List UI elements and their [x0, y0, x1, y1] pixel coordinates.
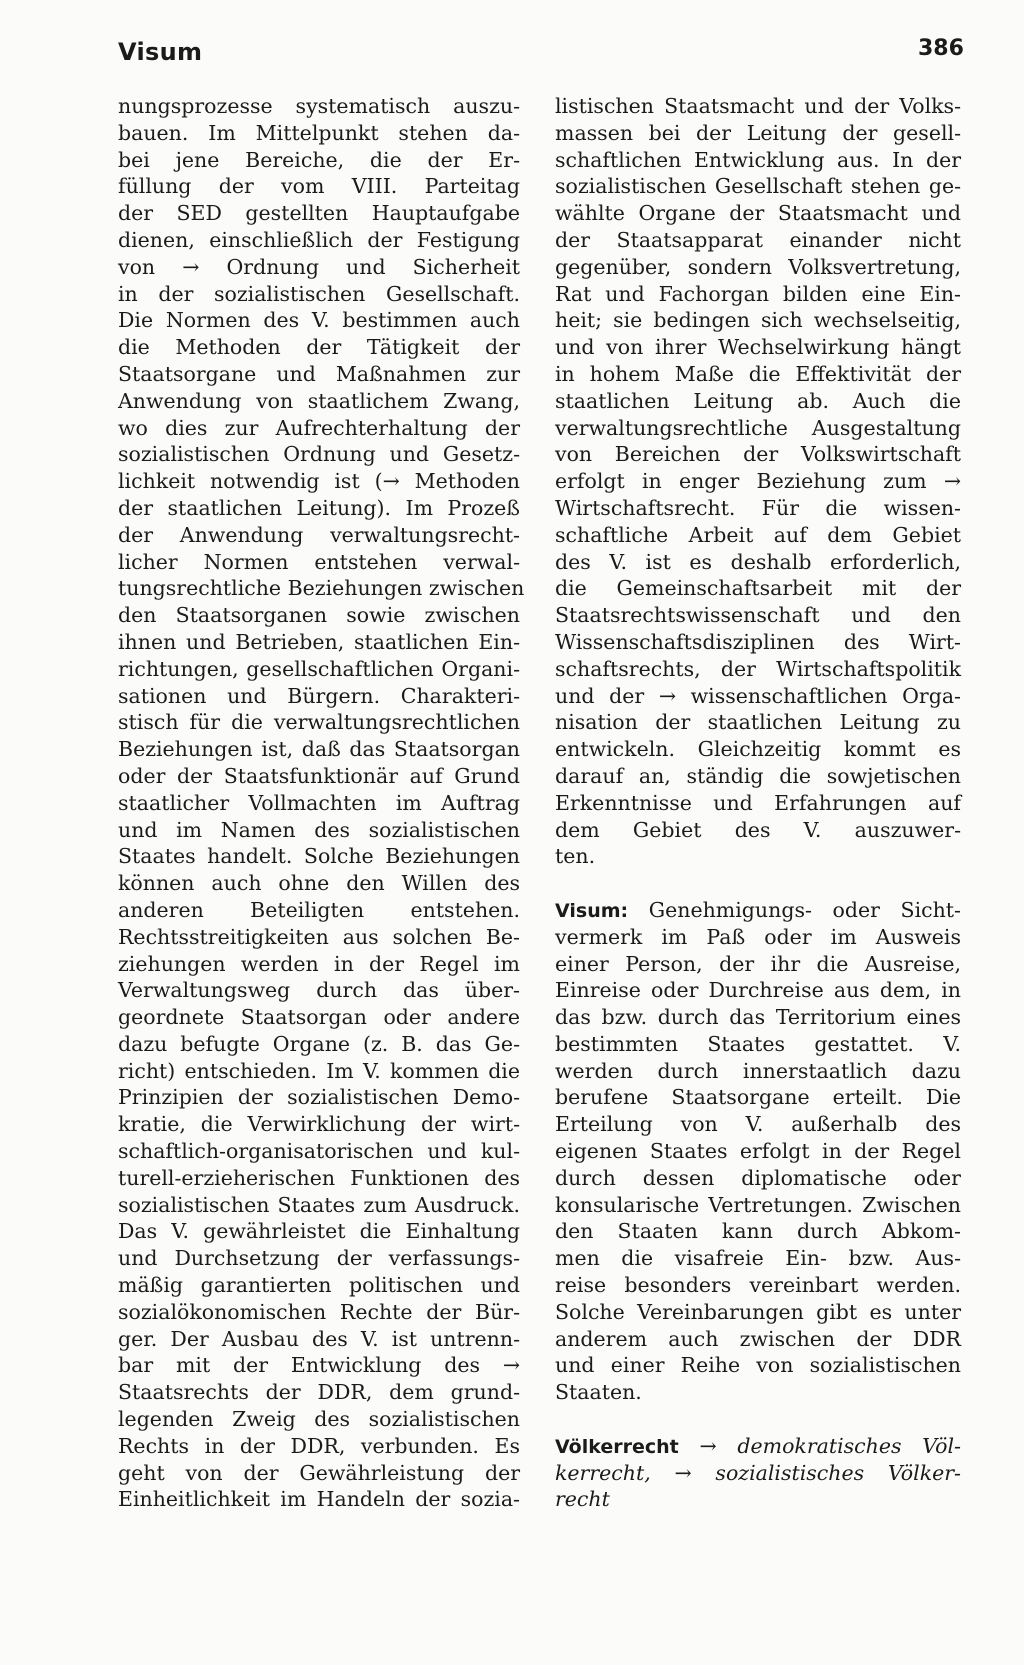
entry-voelkerrecht [555, 1433, 961, 1513]
entry-line: Visum: Genehmigungs- oder Sicht- [555, 897, 961, 922]
text-line: Wissenschaftsdisziplinen des Wirt- [555, 629, 961, 654]
text-line: richtungen, gesellschaftlichen Organi- [118, 656, 520, 681]
text-line: geordnete Staatsorgan oder andere [118, 1005, 520, 1030]
entry-line [555, 1460, 961, 1487]
text-line: wo dies zur Aufrechterhaltung der [118, 415, 520, 440]
text-line: oder der Staatsfunktionär auf Grund [118, 763, 520, 788]
text-line: Anwendung von staatlichem Zwang, [118, 388, 520, 413]
text-line: und im Namen des sozialistischen [118, 817, 520, 842]
entry-line: werden durch innerstaatlich dazu [555, 1058, 961, 1083]
text-line: listischen Staatsmacht und der Volks- [555, 94, 961, 118]
text-line: bauen. Im Mittelpunkt stehen da- [118, 120, 520, 145]
text-line: sationen und Bürgern. Charakteri- [118, 683, 520, 708]
text-line: entwickeln. Gleichzeitig kommt es [555, 737, 961, 762]
cross-reference-link[interactable]: demokratisches Völ- [737, 1433, 961, 1458]
text-line: die Methoden der Tätigkeit der [118, 335, 520, 360]
text-line: die Gemeinschaftsarbeit mit der [555, 576, 961, 601]
text-line: sozialistischen Gesellschaft stehen ge- [555, 174, 961, 199]
text-line: Erkenntnisse und Erfahrungen auf [555, 790, 961, 815]
text-line: tungsrechtliche Beziehungen zwischen [118, 576, 525, 601]
text-line: ziehungen werden in der Regel im [118, 951, 520, 976]
text-line: geht von der Gewährleistung der [118, 1460, 520, 1485]
text-line: von Bereichen der Volkswirtschaft [555, 442, 961, 467]
text-line: bar mit der Entwicklung des → [118, 1353, 520, 1378]
text-line: Prinzipien der sozialistischen Demo- [118, 1085, 520, 1110]
cross-reference-link[interactable]: kerrecht, [555, 1460, 651, 1485]
text-line: schaftlichen Entwicklung aus. In der [555, 147, 961, 172]
text-line: Rechtsstreitigkeiten aus solchen Be- [118, 924, 520, 949]
text-line: nisation der staatlichen Leitung zu [555, 710, 961, 735]
text-line: Staatsorgane und Maßnahmen zur [118, 361, 520, 386]
left-column [118, 93, 525, 1513]
text-line: heit; sie bedingen sich wechselseitig, [555, 308, 961, 333]
text-line: Einheitlichkeit im Handeln der sozia- [118, 1487, 520, 1512]
text-line: sozialistischen Staates zum Ausdruck. [118, 1192, 520, 1217]
entry-line: bestimmten Staates gestattet. V. [555, 1031, 961, 1056]
text-line: Die Normen des V. bestimmen auch [118, 308, 520, 333]
text-line: sozialökonomischen Rechte der Bür- [118, 1299, 520, 1324]
entry-line: Staaten. [555, 1380, 642, 1405]
entry-line: Einreise oder Durchreise aus dem, in [555, 978, 961, 1003]
text-line: den Staatsorganen sowie zwischen [118, 603, 520, 628]
entry-line: berufene Staatsorgane erteilt. Die [555, 1085, 961, 1110]
text-line: Das V. gewährleistet die Einhaltung [118, 1219, 520, 1244]
entry-line: das bzw. durch das Territorium eines [555, 1005, 961, 1030]
entry-line: durch dessen diplomatische oder [555, 1165, 961, 1190]
arrow-icon: → [674, 1460, 692, 1485]
page-number: 386 [918, 36, 964, 61]
text-line: wählte Organe der Staatsmacht und [555, 201, 961, 226]
text-line: dienen, einschließlich der Festigung [118, 227, 520, 252]
text-line: licher Normen entstehen verwal- [118, 549, 520, 574]
text-line: dazu befugte Organe (z. B. das Ge- [118, 1031, 520, 1056]
entry-line: anderem auch zwischen der DDR [555, 1326, 961, 1351]
text-line: von → Ordnung und Sicherheit [118, 254, 520, 279]
text-line: ihnen und Betrieben, staatlichen Ein- [118, 629, 520, 654]
text-line: lichkeit notwendig ist (→ Methoden [118, 469, 520, 494]
text-line: Beziehungen ist, daß das Staatsorgan [118, 737, 520, 762]
text-line: staatlicher Vollmachten im Auftrag [118, 790, 520, 815]
arrow-icon: → [699, 1433, 717, 1458]
text-line: turell-erzieherischen Funktionen des [118, 1165, 520, 1190]
text-line: legenden Zweig des sozialistischen [118, 1407, 520, 1432]
text-line: verwaltungsrechtliche Ausgestaltung [555, 415, 961, 440]
text-line: der SED gestellten Hauptaufgabe [118, 201, 520, 226]
text-line: Rechts in der DDR, verbunden. Es [118, 1433, 520, 1458]
entry-line: Erteilung von V. außerhalb des [555, 1112, 961, 1137]
text-line: Rat und Fachorgan bilden eine Ein- [555, 281, 961, 306]
text-line: Staatsrechtswissenschaft und den [555, 603, 961, 628]
text-line: Wirtschaftsrecht. Für die wissen- [555, 495, 961, 520]
text-line: schaftlich-organisatorischen und kul- [118, 1139, 520, 1164]
text-line: dem Gebiet des V. auszuwer- [555, 817, 961, 842]
text-line: mäßig garantierten politischen und [118, 1273, 520, 1298]
cross-reference-link[interactable]: sozialistisches Völker- [715, 1460, 961, 1485]
entry-line: konsularische Vertretungen. Zwischen [555, 1192, 961, 1217]
text-line: des V. ist es deshalb erforderlich, [555, 549, 961, 574]
text-line: in der sozialistischen Gesellschaft. [118, 281, 520, 306]
text-line: ten. [555, 844, 596, 869]
text-line: und von ihrer Wechselwirkung hängt [555, 335, 961, 360]
headword-visum: Visum: [555, 899, 629, 922]
entry-line [555, 1486, 961, 1513]
cross-reference-link[interactable]: recht [555, 1487, 610, 1512]
text-line: schaftsrechts, der Wirtschaftspolitik [555, 656, 961, 681]
text-line: der staatlichen Leitung). Im Prozeß [118, 495, 520, 520]
right-column [555, 93, 961, 1513]
entry-line: men die visafreie Ein- bzw. Aus- [555, 1246, 961, 1271]
entry-line [555, 1433, 961, 1460]
entry-line: eigenen Staates erfolgt in der Regel [555, 1139, 961, 1164]
text-line: ger. Der Ausbau des V. ist untrenn- [118, 1326, 520, 1351]
running-head: Visum [118, 38, 203, 66]
entry-line: einer Person, der ihr die Ausreise, [555, 951, 961, 976]
text-line: der Anwendung verwaltungsrecht- [118, 522, 520, 547]
entry-line: vermerk im Paß oder im Ausweis [555, 924, 961, 949]
text-line: und der → wissenschaftlichen Orga- [555, 683, 961, 708]
continuation-text [555, 93, 961, 870]
text-line: anderen Beteiligten entstehen. [118, 897, 520, 922]
text-line: richt) entschieden. Im V. kommen die [118, 1058, 520, 1083]
entry-line: Solche Vereinbarungen gibt es unter [555, 1299, 961, 1324]
text-line: Staatsrechts der DDR, dem grund- [118, 1380, 520, 1405]
text-line: nungsprozesse systematisch auszu- [118, 94, 520, 118]
text-line: und Durchsetzung der verfassungs- [118, 1246, 520, 1271]
text-line: kratie, die Verwirklichung der wirt- [118, 1112, 520, 1137]
text-line: sozialistischen Ordnung und Gesetz- [118, 442, 520, 467]
text-line: schaftliche Arbeit auf dem Gebiet [555, 522, 961, 547]
text-line: staatlichen Leitung ab. Auch die [555, 388, 961, 413]
text-line: füllung der vom VIII. Parteitag [118, 174, 520, 199]
headword-voelkerrecht: Völkerrecht [555, 1435, 679, 1458]
text-line: darauf an, ständig die sowjetischen [555, 763, 961, 788]
entry-line: und einer Reihe von sozialistischen [555, 1353, 961, 1378]
entry-visum [555, 897, 961, 1406]
text-line: massen bei der Leitung der gesell- [555, 120, 961, 145]
entry-line: reise besonders vereinbart werden. [555, 1273, 961, 1298]
text-line: können auch ohne den Willen des [118, 871, 520, 896]
text-line: in hohem Maße die Effektivität der [555, 361, 961, 386]
text-line: stisch für die verwaltungsrechtlichen [118, 710, 520, 735]
text-line: gegenüber, sondern Volksvertretung, [555, 254, 961, 279]
text-line: bei jene Bereiche, die der Er- [118, 147, 520, 172]
entry-line: den Staaten kann durch Abkom- [555, 1219, 961, 1244]
text-line: Verwaltungsweg durch das über- [118, 978, 520, 1003]
text-line: der Staatsapparat einander nicht [555, 227, 961, 252]
text-line: Staates handelt. Solche Beziehungen [118, 844, 520, 869]
text-line: erfolgt in enger Beziehung zum → [555, 469, 961, 494]
